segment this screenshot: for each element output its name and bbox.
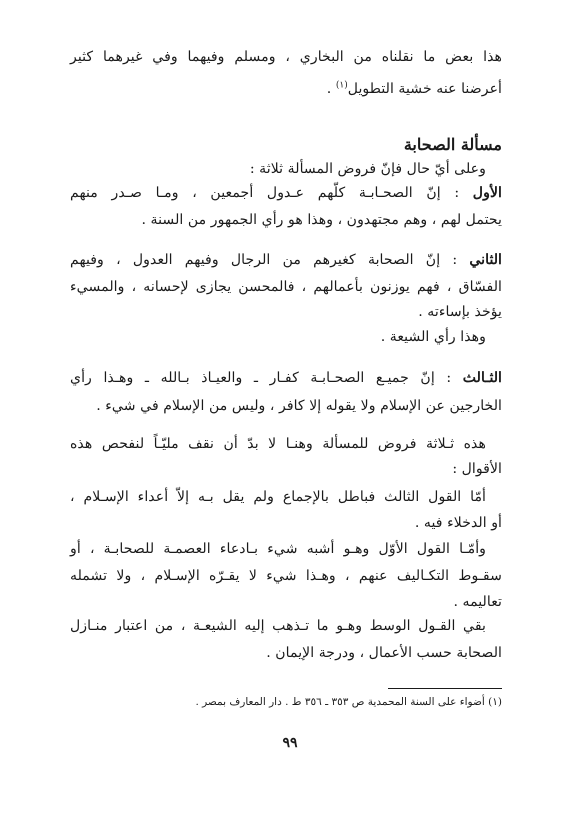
second-premise-line-4: وهذا رأي الشيعة . bbox=[380, 329, 486, 345]
intro-line-2-end: . bbox=[326, 81, 336, 97]
discussion-line-4: أو الدخلاء فيه . bbox=[414, 515, 502, 531]
second-premise-line-2: الفسّاق ، فهم يوزنون بأعمالهم ، فالمحسن يجازى لإحسانه ، والمسيء bbox=[70, 279, 502, 295]
footnote-divider bbox=[388, 688, 502, 689]
discussion-line-7: تعاليمه . bbox=[453, 594, 502, 610]
second-premise-line-3: يؤخذ بإساءته . bbox=[418, 304, 502, 320]
third-premise-label: الثـالث bbox=[462, 370, 502, 386]
third-premise-line-1 bbox=[70, 368, 502, 388]
section-opening: وعلى أيّ حال فإنّ فروض المسألة ثلاثة : bbox=[249, 161, 486, 177]
discussion-line-3: أمّا القول الثالث فباطل بالإجماع ولم يقل بـه إلاّ أعداء الإسـلام ، bbox=[70, 489, 486, 505]
footnote-text: (١) أضواء على السنة المحمدية ص ٣٥٣ ـ ٣٥٦ ط . دار المعارف بمصر . bbox=[195, 696, 502, 708]
footnote-reference: (١) bbox=[335, 80, 348, 91]
second-premise-label: الثاني bbox=[469, 252, 502, 268]
second-premise-text: : إنّ الصحابة كغيرهم من الرجال وفيهم العدول ، وفيهم bbox=[70, 252, 470, 268]
discussion-line-9: الصحابة حسب الأعمال ، ودرجة الإيمان . bbox=[266, 645, 502, 661]
first-premise-label: الأول bbox=[472, 185, 502, 201]
discussion-line-8: بقي القـول الوسط وهـو ما تـذهب إليه الشيعـة ، من اعتبار منـازل bbox=[70, 618, 486, 634]
discussion-line-5: وأمّـا القول الأوّل وهـو أشبه شيء بـادعاء العصمـة للصحابـة ، أو bbox=[70, 541, 486, 557]
intro-line-1: هذا بعض ما نقلناه من البخاري ، ومسلم وفيهما وفي غيرهما كثير bbox=[70, 49, 502, 65]
second-premise-line-1 bbox=[70, 250, 502, 270]
intro-line-2-text: أعرضنا عنه خشية التطويل bbox=[347, 81, 502, 97]
discussion-line-6: سقـوط التكـاليف عنهم ، وهـذا شيء لا يقـرّه الإسـلام ، ولا تشمله bbox=[70, 568, 502, 584]
first-premise-line-2: يحتمل لهم ، وهم مجتهدون ، وهذا هو رأي الجمهور من السنة . bbox=[141, 212, 502, 228]
first-premise-line-1 bbox=[70, 183, 502, 203]
discussion-line-1: هذه ثـلاثة فروض للمسألة وهنـا لا بدّ أن نقف مليّـاً لنفحص هذه bbox=[70, 436, 486, 452]
section-heading: مسألة الصحابة bbox=[403, 135, 502, 154]
intro-line-2 bbox=[70, 79, 502, 99]
discussion-line-2: الأقوال : bbox=[452, 461, 502, 477]
third-premise-text: : إنّ جميـع الصحـابـة كفـار ـ والعيـاذ بـالله ـ وهـذا رأي bbox=[70, 370, 463, 386]
third-premise-line-2: الخارجين عن الإسلام ولا يقوله إلا كافر ، وليس من الإسلام في شيء . bbox=[96, 398, 502, 414]
page-number: ٩٩ bbox=[282, 735, 298, 751]
first-premise-text: : إنّ الصحـابـة كلّهم عـدول أجمعين ، ومـا صـدر منهم bbox=[70, 185, 473, 201]
